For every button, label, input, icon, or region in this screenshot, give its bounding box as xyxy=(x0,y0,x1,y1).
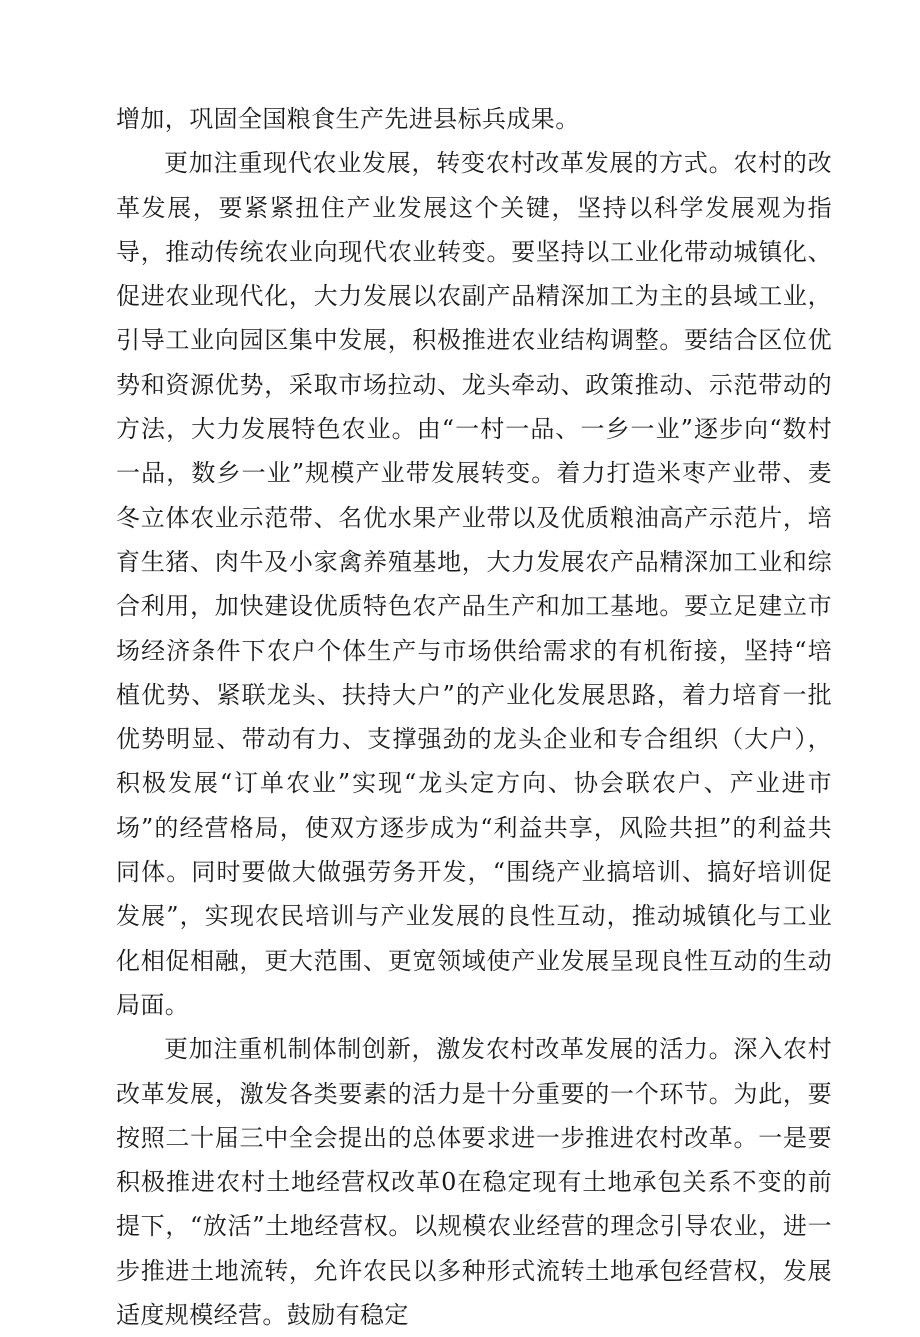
document-body xyxy=(116,97,832,1337)
paragraph-1: 增加，巩固全国粮食生产先进县标兵成果。 xyxy=(116,105,580,133)
paragraph-3: 更加注重机制体制创新，激发农村改革发展的活力。深入农村改革发展，激发各类要素的活力是十分重要的一个环节。为此，要按照二十届三中全会提出的总体要求进一步推进农村改革。一是要积极推进农村土地经营权改革0在稳定现有土地承包关系不变的前提下，“放活”土地经营权。以规模农业经营的理念引导农业，进一步推进土地流转，允许农民以多种形式流转土地承包经营权，发展适度规模经营。鼓励有稳定 xyxy=(116,1035,832,1330)
paragraph-2: 更加注重现代农业发展，转变农村改革发展的方式。农村的改革发展，要紧紧扭住产业发展这个关键，坚持以科学发展观为指导，推动传统农业向现代农业转变。要坚持以工业化带动城镇化、促进农业现代化，大力发展以农副产品精深加工为主的县域工业，引导工业向园区集中发展，积极推进农业结构调整。要结合区位优势和资源优势，采取市场拉动、龙头牵动、政策推动、示范带动的方法，大力发展特色农业。由“一村一品、一乡一业”逐步向“数村一品，数乡一业”规模产业带发展转变。着力打造米枣产业带、麦冬立体农业示范带、名优水果产业带以及优质粮油高产示范片，培育生猪、肉牛及小家禽养殖基地，大力发展农产品精深加工业和综合利用，加快建设优质特色农产品生产和加工基地。要立足建立市场经济条件下农户个体生产与市场供给需求的有机衔接，坚持“培植优势、紧联龙头、扶持大户”的产业化发展思路，着力培育一批优势明显、带动有力、支撑强劲的龙头企业和专合组织（大户），积极发展“订单农业”实现“龙头定方向、协会联农户、产业进市场”的经营格局，使双方逐步成为“利益共享，风险共担”的利益共同体。同时要做大做强劳务开发，“围绕产业搞培训、搞好培训促发展”，实现农民培训与产业发展的良性互动，推动城镇化与工业化相促相融，更大范围、更宽领域使产业发展呈现良性互动的生动局面。 xyxy=(116,149,832,1019)
